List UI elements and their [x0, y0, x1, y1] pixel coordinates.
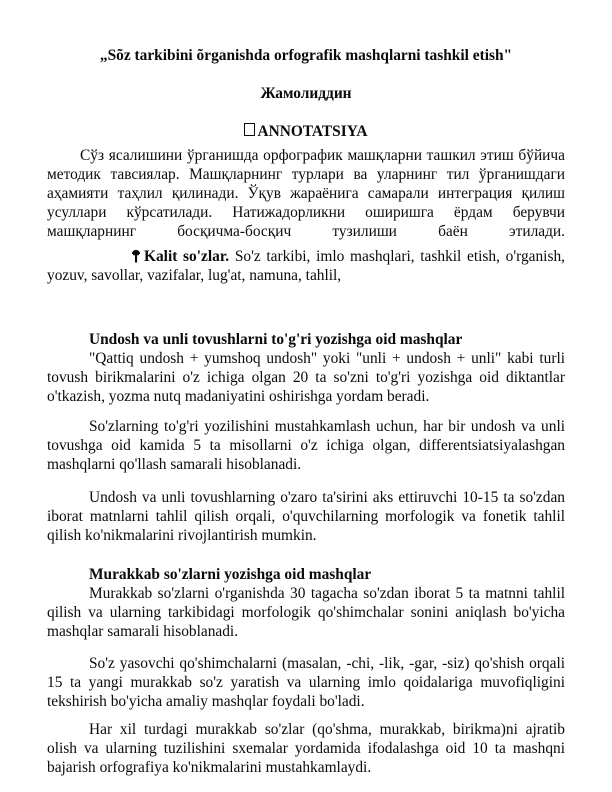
section-heading: Undosh va unli tovushlarni to'g'ri yozishga oid mashqlar	[89, 331, 463, 348]
keywords-text: So'z tarkibi, imlo mashqlari, tashkil etish, o'rganish, yozuv, savollar, vazifalar, lug'at, namuna, tahlil,	[47, 248, 565, 284]
body-paragraph: Har xil turdagi murakkab so'zlar (qo'shma, murakkab, birikma)ni ajratib olish va ularning tuzilishini sxemalar yordamida ifodalashga oid 10 ta mashqni bajarish orfografiya ko'nikmalarini mustahkamlaydi.	[47, 721, 565, 776]
body-paragraph: So'z yasovchi qo'shimchalarni (masalan, -chi, -lik, -gar, -siz) qo'shish orqali 15 ta yangi murakkab so'z yaratish va ularning imlo qoidalariga muvofiqligini tekshirish bo'yicha amaliy mashqlar foydali bo'ladi.	[47, 655, 565, 710]
section-heading: Murakkab so'zlarni yozishga oid mashqlar	[89, 566, 372, 583]
body-paragraph: So'zlarning to'g'ri yozilishini mustahkamlash uchun, har bir undosh va unli tovushga oid kamida 5 ta misollarni o'z ichiga olgan, differentsiatsiyalashgan mashqlarni qo'llash samarali hisoblanadi.	[47, 418, 565, 473]
keywords-paragraph	[47, 247, 565, 285]
keywords-label: Kalit so'zlar.	[144, 248, 230, 265]
section-consonants-vowels	[47, 330, 565, 545]
missing-glyph-box-icon	[244, 123, 255, 136]
author-name: Жамолиддин	[260, 85, 352, 102]
body-paragraph: "Qattiq undosh + yumshoq undosh" yoki "unli + undosh + unli" kabi turli tovush birikmalarini o'z ichiga olgan 20 ta so'zni to'g'ri yozishga oid diktantlar o'tkazish, yozma nutq madaniyatini oshirishga yordam beradi.	[47, 350, 565, 405]
annotation-heading	[47, 122, 565, 141]
page-title: „Sõz tarkibini õrganishda orfografik mashqlarni tashkil etish"	[99, 47, 513, 64]
body-paragraph: Murakkab so'zlarni o'rganishda 30 tagacha so'zdan iborat 5 ta matnni tahlil qilish va ularning tarkibidagi morfologik qo'shimchalar sonini aniqlash bo'yicha mashqlar samarali hisoblanadi.	[47, 585, 565, 640]
section-compound-words	[47, 565, 565, 777]
annotation-heading-label: ANNOTATSIYA	[257, 123, 368, 140]
key-icon	[89, 247, 141, 266]
body-paragraph: Undosh va unli tovushlarning o'zaro ta'sirini aks ettiruvchi 10-15 ta so'zdan iborat matnlarni tahlil qilish orqali, o'quvchilarning morfologik va fonetik tahlil qilish ko'nikmalarini rivojlantirish mumkin.	[47, 489, 565, 544]
annotation-paragraph: Сўз ясалишини ўрганишда орфографик машқларни ташкил этиш бўйича методик тавсиялар. Машқларнинг турлари ва уларнинг тил ўрганишдаги аҳамияти таҳлил қилинади. Ўқув жараёнига самарали интеграция қилиш усуллари кўрсатилади. Натижадорликни оширишга ёрдам берувчи машқларнинг босқичма-босқич тузилиши баён этилади.	[47, 147, 565, 240]
